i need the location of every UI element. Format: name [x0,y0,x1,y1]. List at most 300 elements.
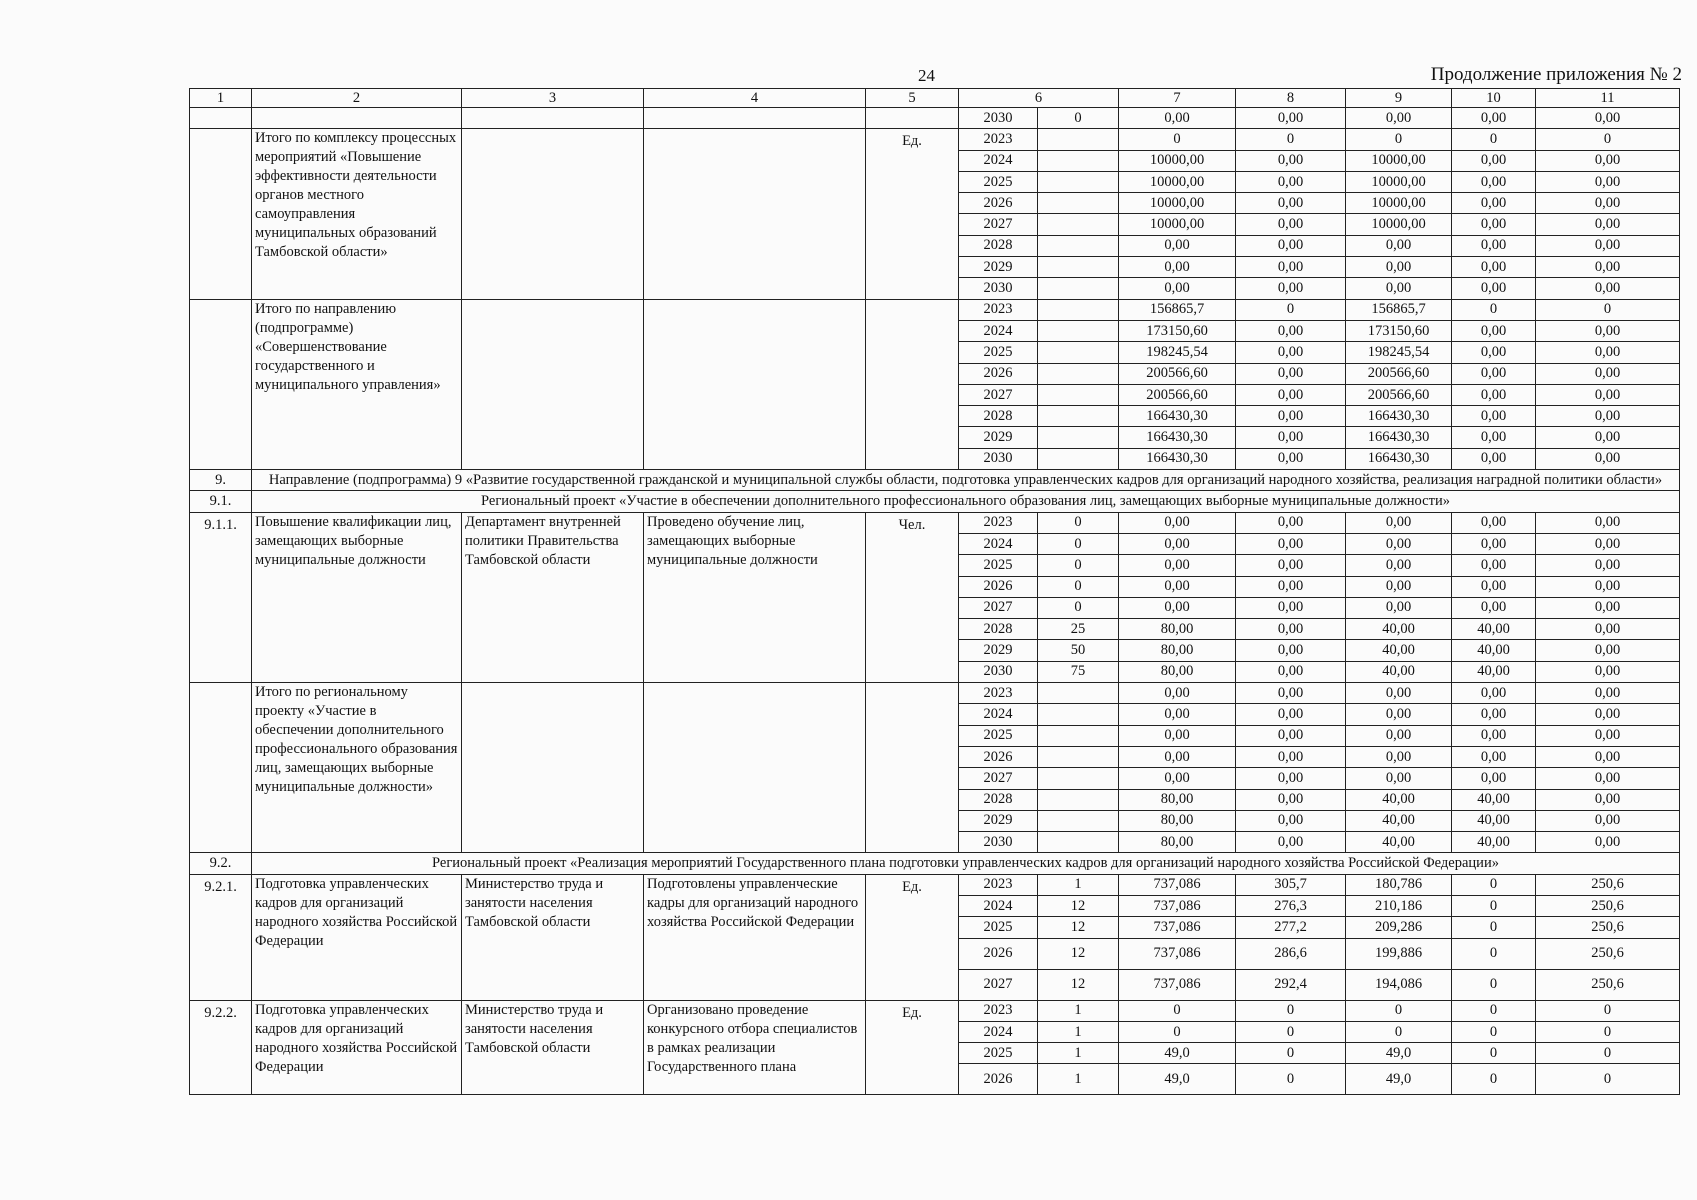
amount-cell: 0 [1236,129,1346,150]
amount-cell: 250,6 [1536,969,1680,1000]
amount-cell: 49,0 [1119,1043,1236,1064]
year-cell: 2029 [959,257,1038,278]
section-row [190,491,1680,512]
amount-cell: 0,00 [1452,512,1536,533]
amount-cell: 40,00 [1346,810,1452,831]
item-name: Подготовка управленческих кадров для организаций народного хозяйства Российской Федерации [252,1000,462,1095]
indicator-value-cell [1038,278,1119,299]
amount-cell: 0,00 [1236,384,1346,405]
amount-cell: 0,00 [1346,704,1452,725]
amount-cell: 40,00 [1346,640,1452,661]
amount-cell: 0,00 [1536,661,1680,682]
amount-cell: 49,0 [1346,1064,1452,1095]
column-header: 8 [1236,89,1346,108]
column-header: 4 [644,89,866,108]
amount-cell: 0 [1452,129,1536,150]
amount-cell: 0,00 [1346,555,1452,576]
column-header: 1 [190,89,252,108]
amount-cell: 0,00 [1236,278,1346,299]
amount-cell: 0,00 [1119,555,1236,576]
item-executor [462,129,644,299]
item-name: Итого по региональному проекту «Участие в обеспечении дополнительного профессионального образования лиц, замещающих выборные муниципальные должности» [252,683,462,853]
amount-cell: 10000,00 [1119,150,1236,171]
amount-cell: 0 [1452,969,1536,1000]
amount-cell: 0,00 [1236,171,1346,192]
table-body [190,89,1680,1095]
indicator-value-cell: 0 [1038,108,1119,129]
section-number: 9.2. [190,853,252,874]
year-cell: 2030 [959,661,1038,682]
item-unit: Чел. [866,512,959,682]
amount-cell: 40,00 [1452,810,1536,831]
item-name: Повышение квалификации лиц, замещающих выборные муниципальные должности [252,512,462,682]
amount-cell: 0,00 [1119,683,1236,704]
table-row [190,683,1680,704]
year-cell: 2026 [959,576,1038,597]
amount-cell: 250,6 [1536,938,1680,969]
year-cell: 2027 [959,384,1038,405]
section-number: 9.1. [190,491,252,512]
amount-cell: 0,00 [1119,512,1236,533]
amount-cell: 0,00 [1536,384,1680,405]
year-cell: 2030 [959,278,1038,299]
amount-cell: 0,00 [1536,619,1680,640]
indicator-value-cell: 0 [1038,576,1119,597]
amount-cell: 166430,30 [1119,406,1236,427]
year-cell: 2029 [959,640,1038,661]
indicator-value-cell: 1 [1038,1043,1119,1064]
indicator-value-cell [1038,406,1119,427]
item-executor [462,683,644,853]
amount-cell: 0,00 [1452,406,1536,427]
item-executor: Министерство труда и занятости населения Тамбовской области [462,874,644,1000]
amount-cell: 0,00 [1236,832,1346,853]
amount-cell: 0,00 [1452,576,1536,597]
year-cell: 2026 [959,193,1038,214]
amount-cell: 200566,60 [1346,384,1452,405]
amount-cell: 0,00 [1346,108,1452,129]
amount-cell: 0 [1346,1000,1452,1021]
amount-cell: 0,00 [1452,214,1536,235]
amount-cell: 0,00 [1346,533,1452,554]
amount-cell: 10000,00 [1119,193,1236,214]
amount-cell: 0,00 [1236,533,1346,554]
amount-cell: 166430,30 [1346,448,1452,469]
amount-cell: 0,00 [1236,768,1346,789]
item-result [644,683,866,853]
year-cell: 2030 [959,448,1038,469]
amount-cell: 0,00 [1452,257,1536,278]
amount-cell: 0,00 [1236,704,1346,725]
amount-cell: 0,00 [1536,789,1680,810]
indicator-value-cell [1038,320,1119,341]
amount-cell: 199,886 [1346,938,1452,969]
indicator-value-cell [1038,299,1119,320]
indicator-value-cell: 1 [1038,874,1119,895]
amount-cell: 0,00 [1236,640,1346,661]
amount-cell: 0 [1346,1021,1452,1042]
budget-table [189,88,1680,1095]
item-unit: Ед. [866,1000,959,1095]
amount-cell: 0,00 [1452,448,1536,469]
indicator-value-cell [1038,384,1119,405]
amount-cell: 40,00 [1346,661,1452,682]
year-cell: 2023 [959,512,1038,533]
amount-cell: 0,00 [1452,768,1536,789]
amount-cell: 180,786 [1346,874,1452,895]
amount-cell: 0 [1452,874,1536,895]
amount-cell: 276,3 [1236,895,1346,916]
amount-cell: 0,00 [1236,619,1346,640]
indicator-value-cell [1038,150,1119,171]
appendix-note: Продолжение приложения № 2 [1430,64,1682,85]
amount-cell: 0,00 [1236,683,1346,704]
amount-cell: 200566,60 [1346,363,1452,384]
item-executor [462,299,644,469]
year-cell: 2023 [959,129,1038,150]
amount-cell: 173150,60 [1346,320,1452,341]
amount-cell: 209,286 [1346,917,1452,938]
amount-cell: 305,7 [1236,874,1346,895]
amount-cell: 0,00 [1536,448,1680,469]
amount-cell: 0 [1452,1043,1536,1064]
amount-cell: 277,2 [1236,917,1346,938]
section-title: Направление (подпрограмма) 9 «Развитие государственной гражданской и муниципальной службы области, подготовка управленческих кадров для организаций народного хозяйства, реализация наградной политики области» [252,470,1680,491]
amount-cell: 0,00 [1452,320,1536,341]
section-title: Региональный проект «Участие в обеспечении дополнительного профессионального образования лиц, замещающих выборные муниципальные должности» [252,491,1680,512]
year-cell: 2025 [959,342,1038,363]
amount-cell: 49,0 [1346,1043,1452,1064]
year-cell: 2027 [959,597,1038,618]
year-cell: 2028 [959,619,1038,640]
indicator-value-cell [1038,448,1119,469]
amount-cell: 0 [1536,129,1680,150]
amount-cell: 0,00 [1536,171,1680,192]
year-cell: 2029 [959,427,1038,448]
amount-cell: 0 [1452,917,1536,938]
indicator-value-cell: 1 [1038,1064,1119,1095]
amount-cell: 737,086 [1119,874,1236,895]
amount-cell: 0,00 [1536,320,1680,341]
amount-cell: 80,00 [1119,661,1236,682]
item-name: Итого по направлению (подпрограмме) «Совершенствование государственного и муниципального управления» [252,299,462,469]
empty-cell [644,108,866,129]
indicator-value-cell [1038,768,1119,789]
year-cell: 2028 [959,789,1038,810]
amount-cell: 0 [1119,129,1236,150]
amount-cell: 40,00 [1452,832,1536,853]
amount-cell: 80,00 [1119,789,1236,810]
indicator-value-cell [1038,193,1119,214]
amount-cell: 0 [1236,1064,1346,1095]
amount-cell: 250,6 [1536,917,1680,938]
item-unit [866,683,959,853]
indicator-value-cell [1038,683,1119,704]
indicator-value-cell [1038,342,1119,363]
amount-cell: 80,00 [1119,810,1236,831]
amount-cell: 0,00 [1536,768,1680,789]
amount-cell: 198245,54 [1119,342,1236,363]
amount-cell: 0 [1536,1043,1680,1064]
amount-cell: 0,00 [1536,704,1680,725]
amount-cell: 0 [1236,1021,1346,1042]
item-number: 9.2.1. [190,874,252,1000]
amount-cell: 0,00 [1346,725,1452,746]
amount-cell: 10000,00 [1346,171,1452,192]
year-cell: 2027 [959,969,1038,1000]
amount-cell: 0,00 [1536,278,1680,299]
amount-cell: 0 [1452,1021,1536,1042]
indicator-value-cell [1038,363,1119,384]
amount-cell: 0,00 [1536,533,1680,554]
amount-cell: 0,00 [1346,746,1452,767]
item-result [644,299,866,469]
amount-cell: 10000,00 [1346,150,1452,171]
year-cell: 2025 [959,1043,1038,1064]
indicator-value-cell: 25 [1038,619,1119,640]
amount-cell: 0,00 [1236,235,1346,256]
indicator-value-cell: 0 [1038,512,1119,533]
year-cell: 2024 [959,1021,1038,1042]
amount-cell: 0,00 [1236,576,1346,597]
amount-cell: 0 [1236,299,1346,320]
amount-cell: 166430,30 [1346,406,1452,427]
amount-cell: 0,00 [1236,406,1346,427]
empty-cell [190,108,252,129]
amount-cell: 0,00 [1119,768,1236,789]
indicator-value-cell [1038,704,1119,725]
item-result [644,129,866,299]
amount-cell: 0 [1452,895,1536,916]
year-cell: 2028 [959,406,1038,427]
amount-cell: 0,00 [1536,108,1680,129]
amount-cell: 0,00 [1236,342,1346,363]
amount-cell: 0,00 [1119,597,1236,618]
indicator-value-cell: 12 [1038,969,1119,1000]
indicator-value-cell [1038,214,1119,235]
indicator-value-cell [1038,257,1119,278]
amount-cell: 10000,00 [1119,171,1236,192]
year-cell: 2023 [959,683,1038,704]
amount-cell: 0,00 [1452,108,1536,129]
amount-cell: 0,00 [1536,576,1680,597]
year-cell: 2030 [959,832,1038,853]
column-header: 10 [1452,89,1536,108]
amount-cell: 0,00 [1452,725,1536,746]
amount-cell: 0,00 [1536,810,1680,831]
amount-cell: 0,00 [1536,597,1680,618]
section-row [190,470,1680,491]
table-row [190,1000,1680,1021]
amount-cell: 40,00 [1346,832,1452,853]
section-title: Региональный проект «Реализация мероприятий Государственного плана подготовки управленческих кадров для организаций народного хозяйства Российской Федерации» [252,853,1680,874]
item-number [190,683,252,853]
amount-cell: 198245,54 [1346,342,1452,363]
amount-cell: 0 [1536,299,1680,320]
year-cell: 2026 [959,363,1038,384]
year-cell: 2028 [959,235,1038,256]
year-cell: 2026 [959,1064,1038,1095]
item-unit: Ед. [866,129,959,299]
amount-cell: 0,00 [1119,725,1236,746]
amount-cell: 0,00 [1452,235,1536,256]
amount-cell: 0 [1236,1043,1346,1064]
indicator-value-cell [1038,235,1119,256]
table-row [190,108,1680,129]
amount-cell: 0 [1119,1021,1236,1042]
item-unit [866,299,959,469]
amount-cell: 250,6 [1536,895,1680,916]
amount-cell: 0 [1452,299,1536,320]
amount-cell: 40,00 [1346,619,1452,640]
amount-cell: 0,00 [1119,704,1236,725]
amount-cell: 0 [1452,938,1536,969]
amount-cell: 49,0 [1119,1064,1236,1095]
amount-cell: 173150,60 [1119,320,1236,341]
indicator-value-cell [1038,832,1119,853]
amount-cell: 80,00 [1119,619,1236,640]
amount-cell: 0,00 [1119,108,1236,129]
amount-cell: 737,086 [1119,917,1236,938]
amount-cell: 40,00 [1452,789,1536,810]
amount-cell: 0,00 [1346,768,1452,789]
amount-cell: 0,00 [1236,257,1346,278]
amount-cell: 0,00 [1536,427,1680,448]
empty-cell [252,108,462,129]
indicator-value-cell: 1 [1038,1021,1119,1042]
amount-cell: 166430,30 [1119,427,1236,448]
indicator-value-cell [1038,427,1119,448]
item-executor: Департамент внутренней политики Правительства Тамбовской области [462,512,644,682]
amount-cell: 737,086 [1119,938,1236,969]
indicator-value-cell: 75 [1038,661,1119,682]
amount-cell: 0,00 [1452,171,1536,192]
amount-cell: 0,00 [1452,533,1536,554]
amount-cell: 0,00 [1346,576,1452,597]
amount-cell: 0,00 [1236,320,1346,341]
indicator-value-cell [1038,810,1119,831]
year-cell: 2030 [959,108,1038,129]
amount-cell: 0,00 [1236,725,1346,746]
item-name: Итого по комплексу процессных мероприятий «Повышение эффективности деятельности органов местного самоуправления муниципальных образований Тамбовской области» [252,129,462,299]
column-header: 9 [1346,89,1452,108]
year-cell: 2025 [959,555,1038,576]
year-cell: 2025 [959,725,1038,746]
amount-cell: 80,00 [1119,832,1236,853]
amount-cell: 0,00 [1236,448,1346,469]
indicator-value-cell: 1 [1038,1000,1119,1021]
column-header: 3 [462,89,644,108]
amount-cell: 0,00 [1119,576,1236,597]
amount-cell: 0,00 [1452,193,1536,214]
amount-cell: 0 [1536,1000,1680,1021]
amount-cell: 0,00 [1536,257,1680,278]
column-header: 6 [959,89,1119,108]
section-row [190,853,1680,874]
amount-cell: 0,00 [1236,555,1346,576]
amount-cell: 0,00 [1236,427,1346,448]
amount-cell: 0,00 [1346,235,1452,256]
amount-cell: 0,00 [1536,512,1680,533]
item-result: Организовано проведение конкурсного отбора специалистов в рамках реализации Государственного плана [644,1000,866,1095]
amount-cell: 40,00 [1452,619,1536,640]
empty-cell [866,108,959,129]
amount-cell: 0,00 [1452,342,1536,363]
amount-cell: 40,00 [1452,661,1536,682]
amount-cell: 0,00 [1346,278,1452,299]
amount-cell: 0,00 [1536,555,1680,576]
amount-cell: 0,00 [1452,746,1536,767]
amount-cell: 0,00 [1452,427,1536,448]
amount-cell: 0,00 [1452,363,1536,384]
indicator-value-cell [1038,129,1119,150]
amount-cell: 0,00 [1346,597,1452,618]
indicator-value-cell: 12 [1038,938,1119,969]
amount-cell: 0,00 [1119,257,1236,278]
amount-cell: 166430,30 [1346,427,1452,448]
indicator-value-cell: 0 [1038,533,1119,554]
item-name: Подготовка управленческих кадров для организаций народного хозяйства Российской Федерации [252,874,462,1000]
amount-cell: 292,4 [1236,969,1346,1000]
year-cell: 2023 [959,1000,1038,1021]
amount-cell: 0,00 [1236,363,1346,384]
year-cell: 2024 [959,704,1038,725]
amount-cell: 0,00 [1536,342,1680,363]
amount-cell: 0,00 [1236,108,1346,129]
amount-cell: 0,00 [1452,555,1536,576]
amount-cell: 0,00 [1236,597,1346,618]
amount-cell: 0,00 [1452,704,1536,725]
indicator-value-cell [1038,789,1119,810]
amount-cell: 737,086 [1119,895,1236,916]
amount-cell: 0,00 [1236,789,1346,810]
amount-cell: 0,00 [1236,214,1346,235]
amount-cell: 200566,60 [1119,384,1236,405]
indicator-value-cell: 12 [1038,917,1119,938]
year-cell: 2024 [959,150,1038,171]
amount-cell: 166430,30 [1119,448,1236,469]
column-header: 2 [252,89,462,108]
amount-cell: 0,00 [1536,150,1680,171]
amount-cell: 40,00 [1452,640,1536,661]
amount-cell: 0,00 [1119,235,1236,256]
amount-cell: 737,086 [1119,969,1236,1000]
amount-cell: 0 [1452,1000,1536,1021]
indicator-value-cell: 12 [1038,895,1119,916]
year-cell: 2026 [959,938,1038,969]
amount-cell: 0,00 [1536,363,1680,384]
column-header: 7 [1119,89,1236,108]
item-number: 9.1.1. [190,512,252,682]
amount-cell: 286,6 [1236,938,1346,969]
amount-cell: 0,00 [1236,193,1346,214]
indicator-value-cell: 0 [1038,555,1119,576]
amount-cell: 0,00 [1452,150,1536,171]
year-cell: 2029 [959,810,1038,831]
amount-cell: 10000,00 [1346,214,1452,235]
table-row [190,299,1680,320]
table-row [190,874,1680,895]
amount-cell: 156865,7 [1119,299,1236,320]
amount-cell: 0,00 [1536,214,1680,235]
amount-cell: 0,00 [1536,640,1680,661]
item-number: 9.2.2. [190,1000,252,1095]
year-cell: 2025 [959,171,1038,192]
amount-cell: 0 [1236,1000,1346,1021]
amount-cell: 0,00 [1536,832,1680,853]
page-number: 24 [918,66,935,85]
year-cell: 2025 [959,917,1038,938]
